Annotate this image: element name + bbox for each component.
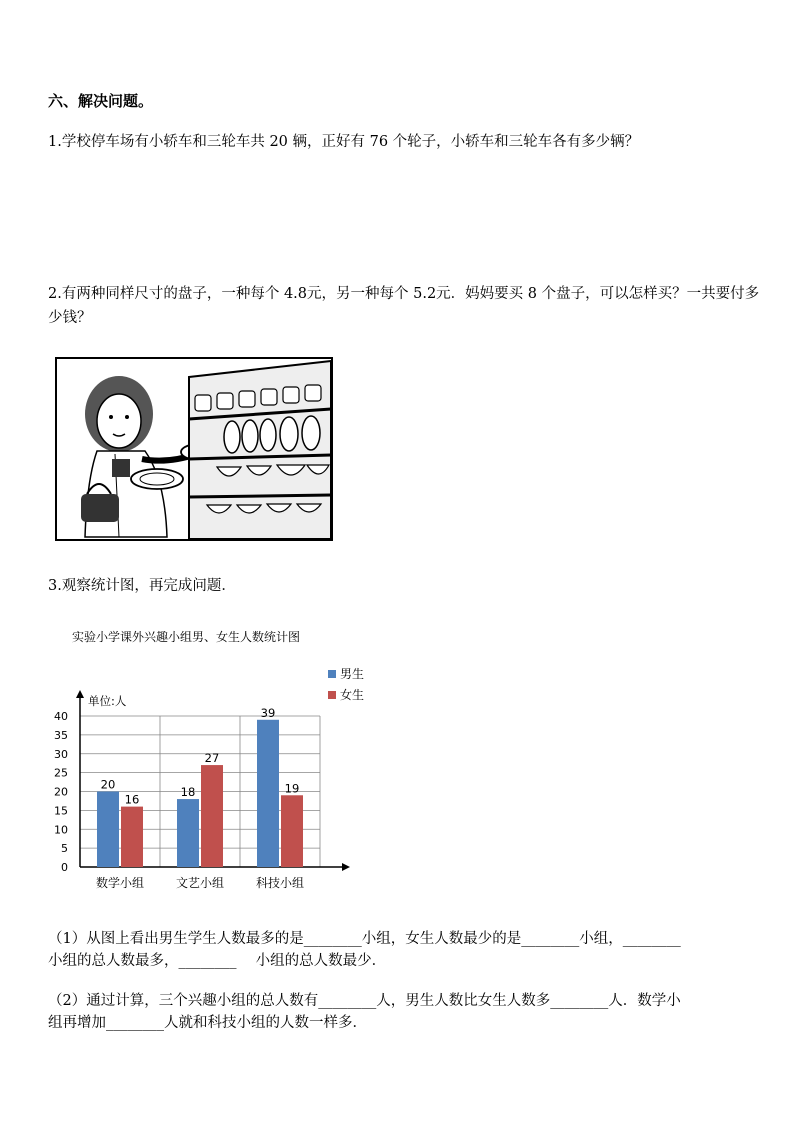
bar-value-label: 19 [284,781,300,796]
bar-girls [201,765,223,867]
bar-boys [177,799,199,867]
sub-question-2 [48,990,768,1034]
sub-question-2-line-1: （2）通过计算，三个兴趣小组的总人数有________人，男生人数比女生人数多________人．数学小 [48,993,681,1009]
x-category-label: 文艺小组 [175,876,225,890]
bar-value-label: 39 [260,705,276,720]
y-tick-label: 30 [54,747,68,761]
legend-swatch-boys [328,670,336,678]
question-1: 1.学校停车场有小轿车和三轮车共 20 辆，正好有 76 个轮子，小轿车和三轮车各有多少辆？ [48,134,640,150]
bar-boys [257,720,279,867]
legend-label-girls: 女生 [340,688,365,702]
chart-unit-label: 单位:人 [88,694,127,708]
bar-value-label: 16 [124,792,140,807]
sub-question-1-line-2: 小组的总人数最多，________ 小组的总人数最少． [48,953,387,969]
y-tick-label: 5 [61,842,68,856]
legend-label-boys: 男生 [340,667,365,681]
bar-girls [281,795,303,867]
legend-swatch-girls [328,691,336,699]
y-axis-arrow [76,690,84,698]
question-2: 2.有两种同样尺寸的盘子，一种每个 4.8元，另一种每个 5.2元．妈妈要买 8 个盘子，可以怎样买？一共要付多少钱？ [48,286,760,326]
bar-girls [121,807,143,867]
y-tick-label: 15 [54,804,68,818]
sub-question-1-line-1: （1）从图上看出男生学生人数最多的是________小组，女生人数最少的是________小组，________ [48,931,681,947]
plates-illustration [55,357,333,541]
bar-value-label: 18 [180,785,196,800]
bar-boys [97,792,119,868]
x-category-label: 数学小组 [95,876,145,890]
bar-value-label: 20 [100,777,116,792]
y-tick-label: 35 [54,728,68,742]
bar-chart [54,628,390,898]
chart-title: 实验小学课外兴趣小组男、女生人数统计图 [72,630,301,644]
x-category-label: 科技小组 [255,876,305,890]
y-tick-label: 10 [54,823,68,837]
y-tick-label: 40 [54,710,68,723]
section-title: 六、解决问题。 [48,92,154,110]
x-axis-arrow [342,863,350,871]
sub-question-2-line-2: 组再增加________人就和科技小组的人数一样多． [48,1015,367,1031]
bar-value-label: 27 [204,751,220,766]
sub-question-1 [48,928,768,972]
question-3: 3.观察统计图，再完成问题． [48,578,236,594]
y-tick-label: 0 [61,861,68,874]
y-tick-label: 20 [54,785,68,799]
y-tick-label: 25 [54,766,68,780]
woman-with-plates-drawing [57,359,331,539]
